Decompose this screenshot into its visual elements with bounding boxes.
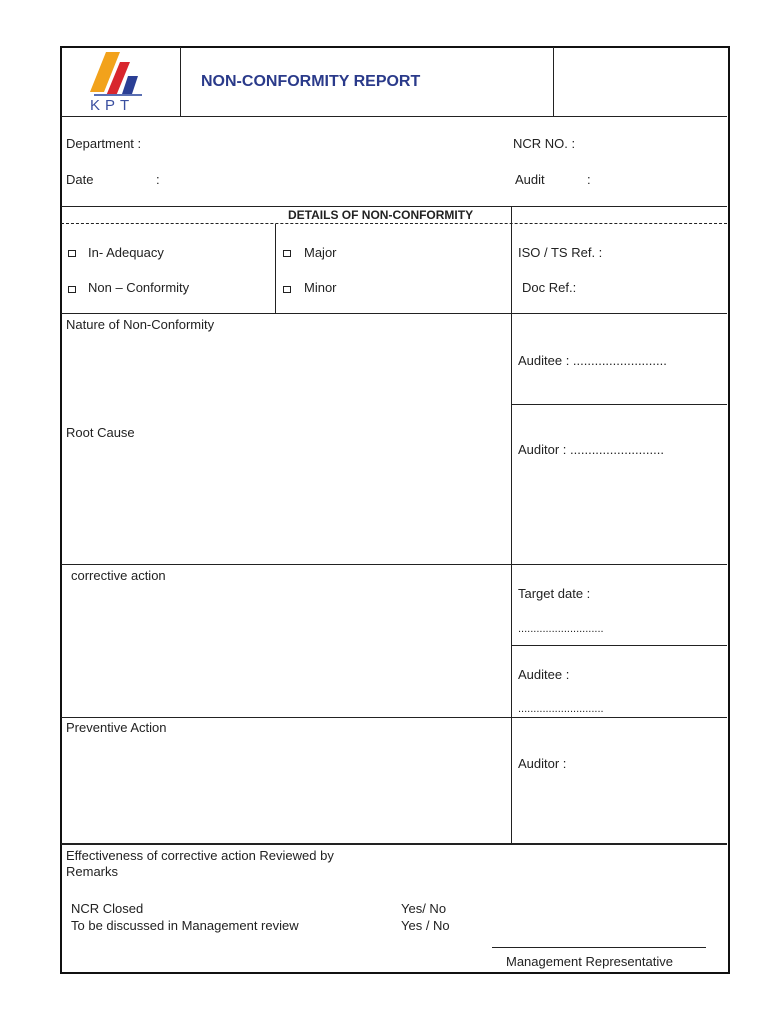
kpt-logo: [86, 50, 156, 116]
nature-label: Nature of Non-Conformity: [66, 317, 215, 332]
minor-checkbox[interactable]: [283, 286, 291, 293]
auditee-1-label: Auditee : ..........................: [518, 353, 667, 368]
kpt-logo-icon: [86, 50, 156, 100]
department-label: Department :: [66, 136, 142, 151]
major-label: Major: [304, 245, 337, 260]
audit-colon: :: [587, 172, 591, 187]
remarks-label: Remarks: [66, 864, 119, 879]
details-bottom-line: [61, 313, 727, 314]
in-adequacy-checkbox[interactable]: [68, 250, 76, 257]
logo-text: KPT: [90, 97, 135, 114]
preventive-action-label: Preventive Action: [66, 720, 167, 735]
non-conformity-checkbox[interactable]: [68, 286, 76, 293]
in-adequacy-label: In- Adequacy: [88, 245, 164, 260]
date-label: Date: [66, 172, 94, 187]
auditee-2-dots: ............................: [518, 703, 604, 715]
corrective-bottom-line: [61, 717, 727, 718]
doc-ref-label: Doc Ref.:: [522, 280, 577, 295]
report-frame: [60, 46, 730, 974]
header-divider-right: [553, 47, 554, 116]
header-divider-left: [180, 47, 181, 116]
auditor-1-label: Auditor : ..........................: [518, 442, 664, 457]
details-heading: DETAILS OF NON-CONFORMITY: [288, 208, 474, 222]
auditor-2-label: Auditor :: [518, 756, 567, 771]
details-divider-2: [511, 207, 512, 844]
corrective-action-label: corrective action: [71, 568, 166, 583]
side-line-2: [512, 645, 727, 646]
side-line-1: [512, 404, 727, 405]
details-dashed-line: [61, 223, 727, 224]
root-cause-label: Root Cause: [66, 425, 135, 440]
mgmt-review-answer: Yes / No: [401, 918, 450, 933]
non-conformity-label: Non – Conformity: [88, 280, 190, 295]
effectiveness-label: Effectiveness of corrective action Reviewed by: [66, 848, 334, 863]
audit-label: Audit: [515, 172, 545, 187]
details-top-line: [61, 206, 727, 207]
signature-line: [492, 947, 706, 948]
auditee-2-label: Auditee :: [518, 667, 570, 682]
minor-label: Minor: [304, 280, 337, 295]
preventive-bottom-line: [61, 843, 727, 845]
ncr-closed-label: NCR Closed: [71, 901, 144, 916]
page-title: NON-CONFORMITY REPORT: [201, 73, 421, 90]
target-date-dots: ............................: [518, 623, 604, 635]
iso-ts-ref-label: ISO / TS Ref. :: [518, 245, 603, 260]
mgmt-review-label: To be discussed in Management review: [71, 918, 299, 933]
ncr-no-label: NCR NO. :: [513, 136, 576, 151]
root-cause-bottom-line: [61, 564, 727, 565]
ncr-closed-answer: Yes/ No: [401, 901, 447, 916]
major-checkbox[interactable]: [283, 250, 291, 257]
header-bottom-line: [61, 116, 727, 117]
details-divider-1: [275, 224, 276, 313]
date-colon: :: [156, 172, 160, 187]
signature-label: Management Representative: [506, 954, 673, 969]
target-date-label: Target date :: [518, 586, 591, 601]
